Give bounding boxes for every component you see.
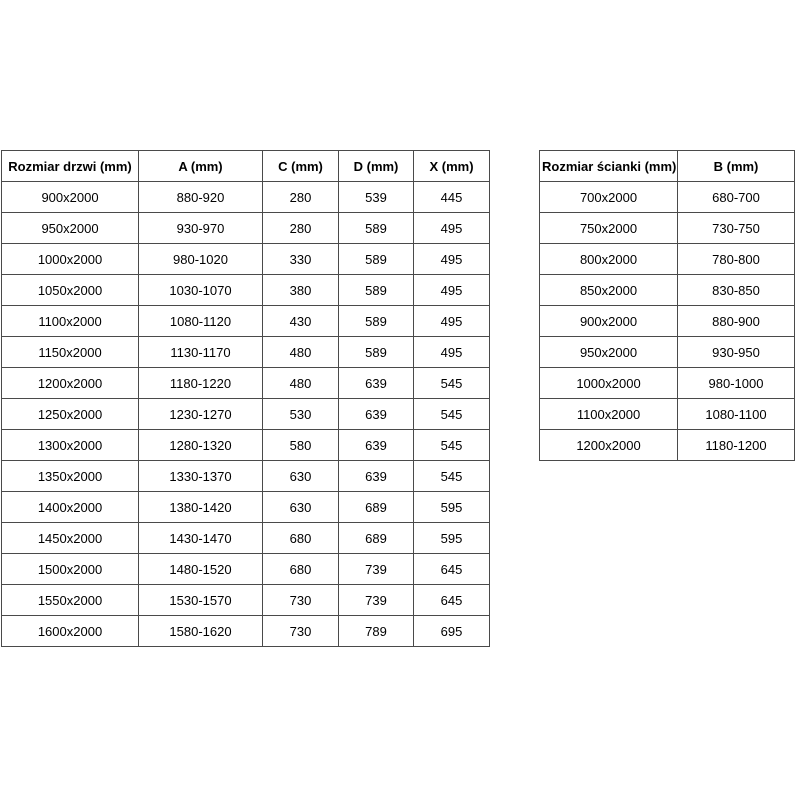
table-cell: 580: [263, 430, 339, 461]
column-header: D (mm): [339, 151, 414, 182]
table-cell: 545: [414, 430, 490, 461]
table-cell: 1180-1220: [139, 368, 263, 399]
table-cell: 1300x2000: [2, 430, 139, 461]
table-cell: 1030-1070: [139, 275, 263, 306]
table-cell: 930-950: [678, 337, 795, 368]
table-cell: 1480-1520: [139, 554, 263, 585]
table-row: [2, 523, 490, 554]
table-cell: 530: [263, 399, 339, 430]
table-cell: 730: [263, 585, 339, 616]
table-cell: 1230-1270: [139, 399, 263, 430]
table-cell: 739: [339, 554, 414, 585]
table-cell: 545: [414, 461, 490, 492]
table-cell: 689: [339, 523, 414, 554]
table-cell: 789: [339, 616, 414, 647]
table-cell: 780-800: [678, 244, 795, 275]
table-row: [2, 244, 490, 275]
table-cell: 1400x2000: [2, 492, 139, 523]
table-cell: 680-700: [678, 182, 795, 213]
table-cell: 1100x2000: [2, 306, 139, 337]
table-cell: 1530-1570: [139, 585, 263, 616]
table-cell: 645: [414, 585, 490, 616]
table-cell: 589: [339, 306, 414, 337]
table-row: [540, 275, 795, 306]
table-row: [2, 399, 490, 430]
table-cell: 645: [414, 554, 490, 585]
table-cell: 700x2000: [540, 182, 678, 213]
table-cell: 430: [263, 306, 339, 337]
table-cell: 480: [263, 337, 339, 368]
table-row: [2, 616, 490, 647]
door-size-table: [1, 150, 490, 647]
table-cell: 1280-1320: [139, 430, 263, 461]
column-header: Rozmiar ścianki (mm): [540, 151, 678, 182]
column-header: X (mm): [414, 151, 490, 182]
column-header: C (mm): [263, 151, 339, 182]
column-header: B (mm): [678, 151, 795, 182]
column-header: Rozmiar drzwi (mm): [2, 151, 139, 182]
table-cell: 950x2000: [540, 337, 678, 368]
table-cell: 1200x2000: [2, 368, 139, 399]
table-cell: 280: [263, 182, 339, 213]
table-cell: 739: [339, 585, 414, 616]
table-cell: 1100x2000: [540, 399, 678, 430]
table-cell: 630: [263, 461, 339, 492]
table-cell: 495: [414, 275, 490, 306]
table-cell: 539: [339, 182, 414, 213]
table-cell: 1250x2000: [2, 399, 139, 430]
table-cell: 380: [263, 275, 339, 306]
table-cell: 1450x2000: [2, 523, 139, 554]
table-cell: 545: [414, 368, 490, 399]
table-row: [540, 368, 795, 399]
table-row: [2, 368, 490, 399]
table-cell: 639: [339, 399, 414, 430]
table-cell: 1380-1420: [139, 492, 263, 523]
table-cell: 730: [263, 616, 339, 647]
table-cell: 1130-1170: [139, 337, 263, 368]
table-cell: 1000x2000: [2, 244, 139, 275]
table-cell: 900x2000: [2, 182, 139, 213]
table-cell: 730-750: [678, 213, 795, 244]
table-row: [2, 337, 490, 368]
table-header-row: [2, 151, 490, 182]
table-cell: 930-970: [139, 213, 263, 244]
table-cell: 850x2000: [540, 275, 678, 306]
table-cell: 1600x2000: [2, 616, 139, 647]
table-cell: 480: [263, 368, 339, 399]
table-cell: 545: [414, 399, 490, 430]
table-cell: 589: [339, 244, 414, 275]
table-cell: 595: [414, 523, 490, 554]
table-cell: 1080-1100: [678, 399, 795, 430]
table-cell: 980-1020: [139, 244, 263, 275]
table-cell: 589: [339, 213, 414, 244]
table-cell: 980-1000: [678, 368, 795, 399]
table-cell: 495: [414, 337, 490, 368]
table-cell: 950x2000: [2, 213, 139, 244]
table-row: [2, 182, 490, 213]
table-cell: 630: [263, 492, 339, 523]
table-row: [540, 337, 795, 368]
table-cell: 680: [263, 523, 339, 554]
table-cell: 689: [339, 492, 414, 523]
table-cell: 1050x2000: [2, 275, 139, 306]
table-header-row: [540, 151, 795, 182]
table-cell: 1080-1120: [139, 306, 263, 337]
table-cell: 495: [414, 244, 490, 275]
table-cell: 1000x2000: [540, 368, 678, 399]
table-cell: 639: [339, 461, 414, 492]
table-cell: 900x2000: [540, 306, 678, 337]
table-row: [540, 182, 795, 213]
table-cell: 639: [339, 430, 414, 461]
table-cell: 750x2000: [540, 213, 678, 244]
table-cell: 880-900: [678, 306, 795, 337]
table-row: [540, 430, 795, 461]
table-cell: 1350x2000: [2, 461, 139, 492]
table-row: [540, 399, 795, 430]
table-row: [2, 492, 490, 523]
table-cell: 495: [414, 306, 490, 337]
table-cell: 445: [414, 182, 490, 213]
table-row: [2, 430, 490, 461]
table-cell: 1500x2000: [2, 554, 139, 585]
table-cell: 830-850: [678, 275, 795, 306]
table-cell: 1180-1200: [678, 430, 795, 461]
table-cell: 280: [263, 213, 339, 244]
table-cell: 495: [414, 213, 490, 244]
table-row: [2, 275, 490, 306]
table-cell: 1550x2000: [2, 585, 139, 616]
table-row: [540, 213, 795, 244]
table-cell: 695: [414, 616, 490, 647]
table-cell: 880-920: [139, 182, 263, 213]
table-row: [2, 461, 490, 492]
table-cell: 1430-1470: [139, 523, 263, 554]
table-cell: 680: [263, 554, 339, 585]
column-header: A (mm): [139, 151, 263, 182]
table-row: [2, 213, 490, 244]
table-cell: 595: [414, 492, 490, 523]
table-cell: 1580-1620: [139, 616, 263, 647]
table-row: [540, 306, 795, 337]
table-cell: 639: [339, 368, 414, 399]
table-row: [2, 585, 490, 616]
table-row: [2, 554, 490, 585]
table-cell: 589: [339, 275, 414, 306]
table-cell: 800x2000: [540, 244, 678, 275]
table-cell: 1330-1370: [139, 461, 263, 492]
table-cell: 589: [339, 337, 414, 368]
wall-size-table: [539, 150, 795, 461]
table-cell: 330: [263, 244, 339, 275]
table-cell: 1200x2000: [540, 430, 678, 461]
table-cell: 1150x2000: [2, 337, 139, 368]
table-row: [540, 244, 795, 275]
table-row: [2, 306, 490, 337]
